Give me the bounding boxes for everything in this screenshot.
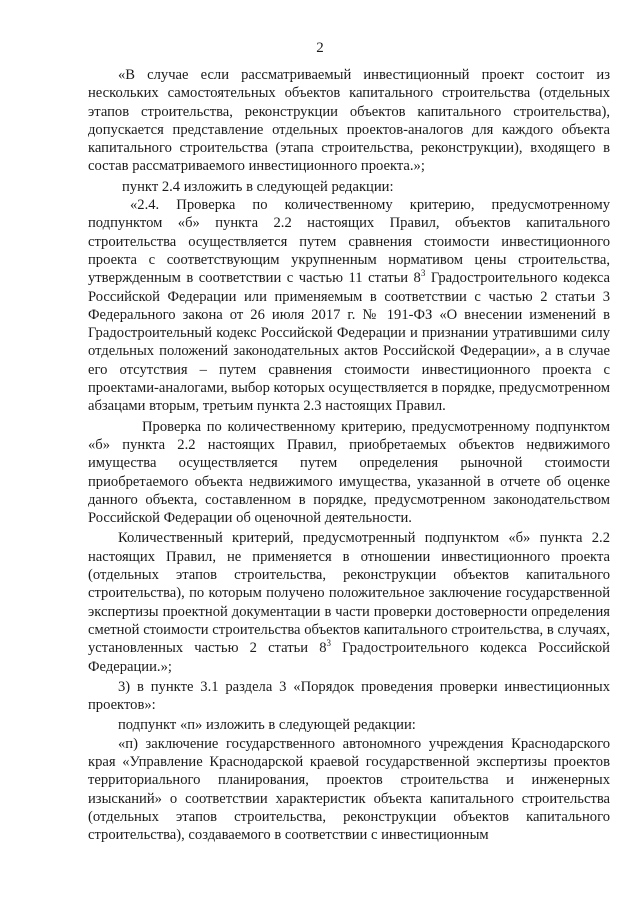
paragraph-point-2-4-intro: пункт 2.4 изложить в следующей редакции: bbox=[122, 178, 394, 195]
paragraph-criterion-not-applied: Количественный критерий, предусмотренный подпунктом «б» пункта 2.2 настоящих Правил, не применяется в отношении инвестиционного проекта (отдельных этапов строительства, реконструкции объектов капитального строительства), по которым получено положительное заключение государственной экспертизы проектной документации в части проверки достоверности определения сметной стоимости строительства объектов капитального строительства, в случаях, установленных частью 2 статьи $8^3$ Градостроительного кодекса Российской Федерации.»; bbox=[88, 530, 610, 675]
paragraph-real-estate-check: Проверка по количественному критерию, предусмотренному подпунктом «б» пункта 2.2 настоящих Правил, приобретаемых объектов недвижимого имущества осуществляется путем определения рыночной стоимости приобретаемого объекта недвижимого имущества, указанной в отчете об оценке данного объекта, составленном в порядке, предусмотренном законодательством Российской Федерации об оценочной деятельности. bbox=[88, 418, 610, 527]
paragraph-subpoint-p-text: «п) заключение государственного автономного учреждения Краснодарского края «Управление Краснодарской краевой государственной экспертизы проектов территориального планирования, проектов строительства и инженерных изысканий» о соответствии характеристик объекта капитального строительства (отдельных этапов строительства, реконструкции объектов капитального строительства), создаваемого в соответствии с инвестиционным bbox=[88, 735, 610, 844]
paragraph-point-3-1-intro: 3) в пункте 3.1 раздела 3 «Порядок проведения проверки инвестиционных проектов»: bbox=[88, 678, 610, 714]
paragraph-subpoint-p-intro: подпункт «п» изложить в следующей редакции: bbox=[118, 717, 416, 734]
paragraph-point-2-4-text: «2.4. Проверка по количественному критерию, предусмотренному подпунктом «б» пункта 2.2 настоящих Правил, объектов капитального строительства осуществляется путем сравнения стоимости инвестиционного проекта с соответствующим укрупненным нормативом цены строительства, утвержденным в соответствии с частью 11 статьи $8^3$ Градостроительного кодекса Российской Федерации или применяемым в соответствии с частью 2 статьи 3 Федерального закона от 26 июля 2017 г. № 191-ФЗ «О внесении изменений в Градостроительный кодекс Российской Федерации и признании утратившими силу отдельных положений законодательных актов Российской Федерации», а в случае его отсутствия – путем сравнения стоимости инвестиционного проекта с проектами-аналогами, выбор которых осуществляется в порядке, предусмотренном абзацами вторым, третьим пункта 2.3 настоящих Правил. bbox=[88, 197, 610, 415]
page-number: 2 bbox=[316, 40, 324, 56]
document-body bbox=[88, 66, 610, 844]
paragraph-quote-projects-analogs: «В случае если рассматриваемый инвестиционный проект состоит из нескольких самостоятельных объектов капитального строительства (отдельных этапов строительства, реконструкции объектов капитального строительства), допускается представление отдельных проектов-аналогов для каждого объекта капитального строительства (этапа строительства, реконструкции), входящего в состав рассматриваемого инвестиционного проекта.»; bbox=[88, 67, 610, 175]
